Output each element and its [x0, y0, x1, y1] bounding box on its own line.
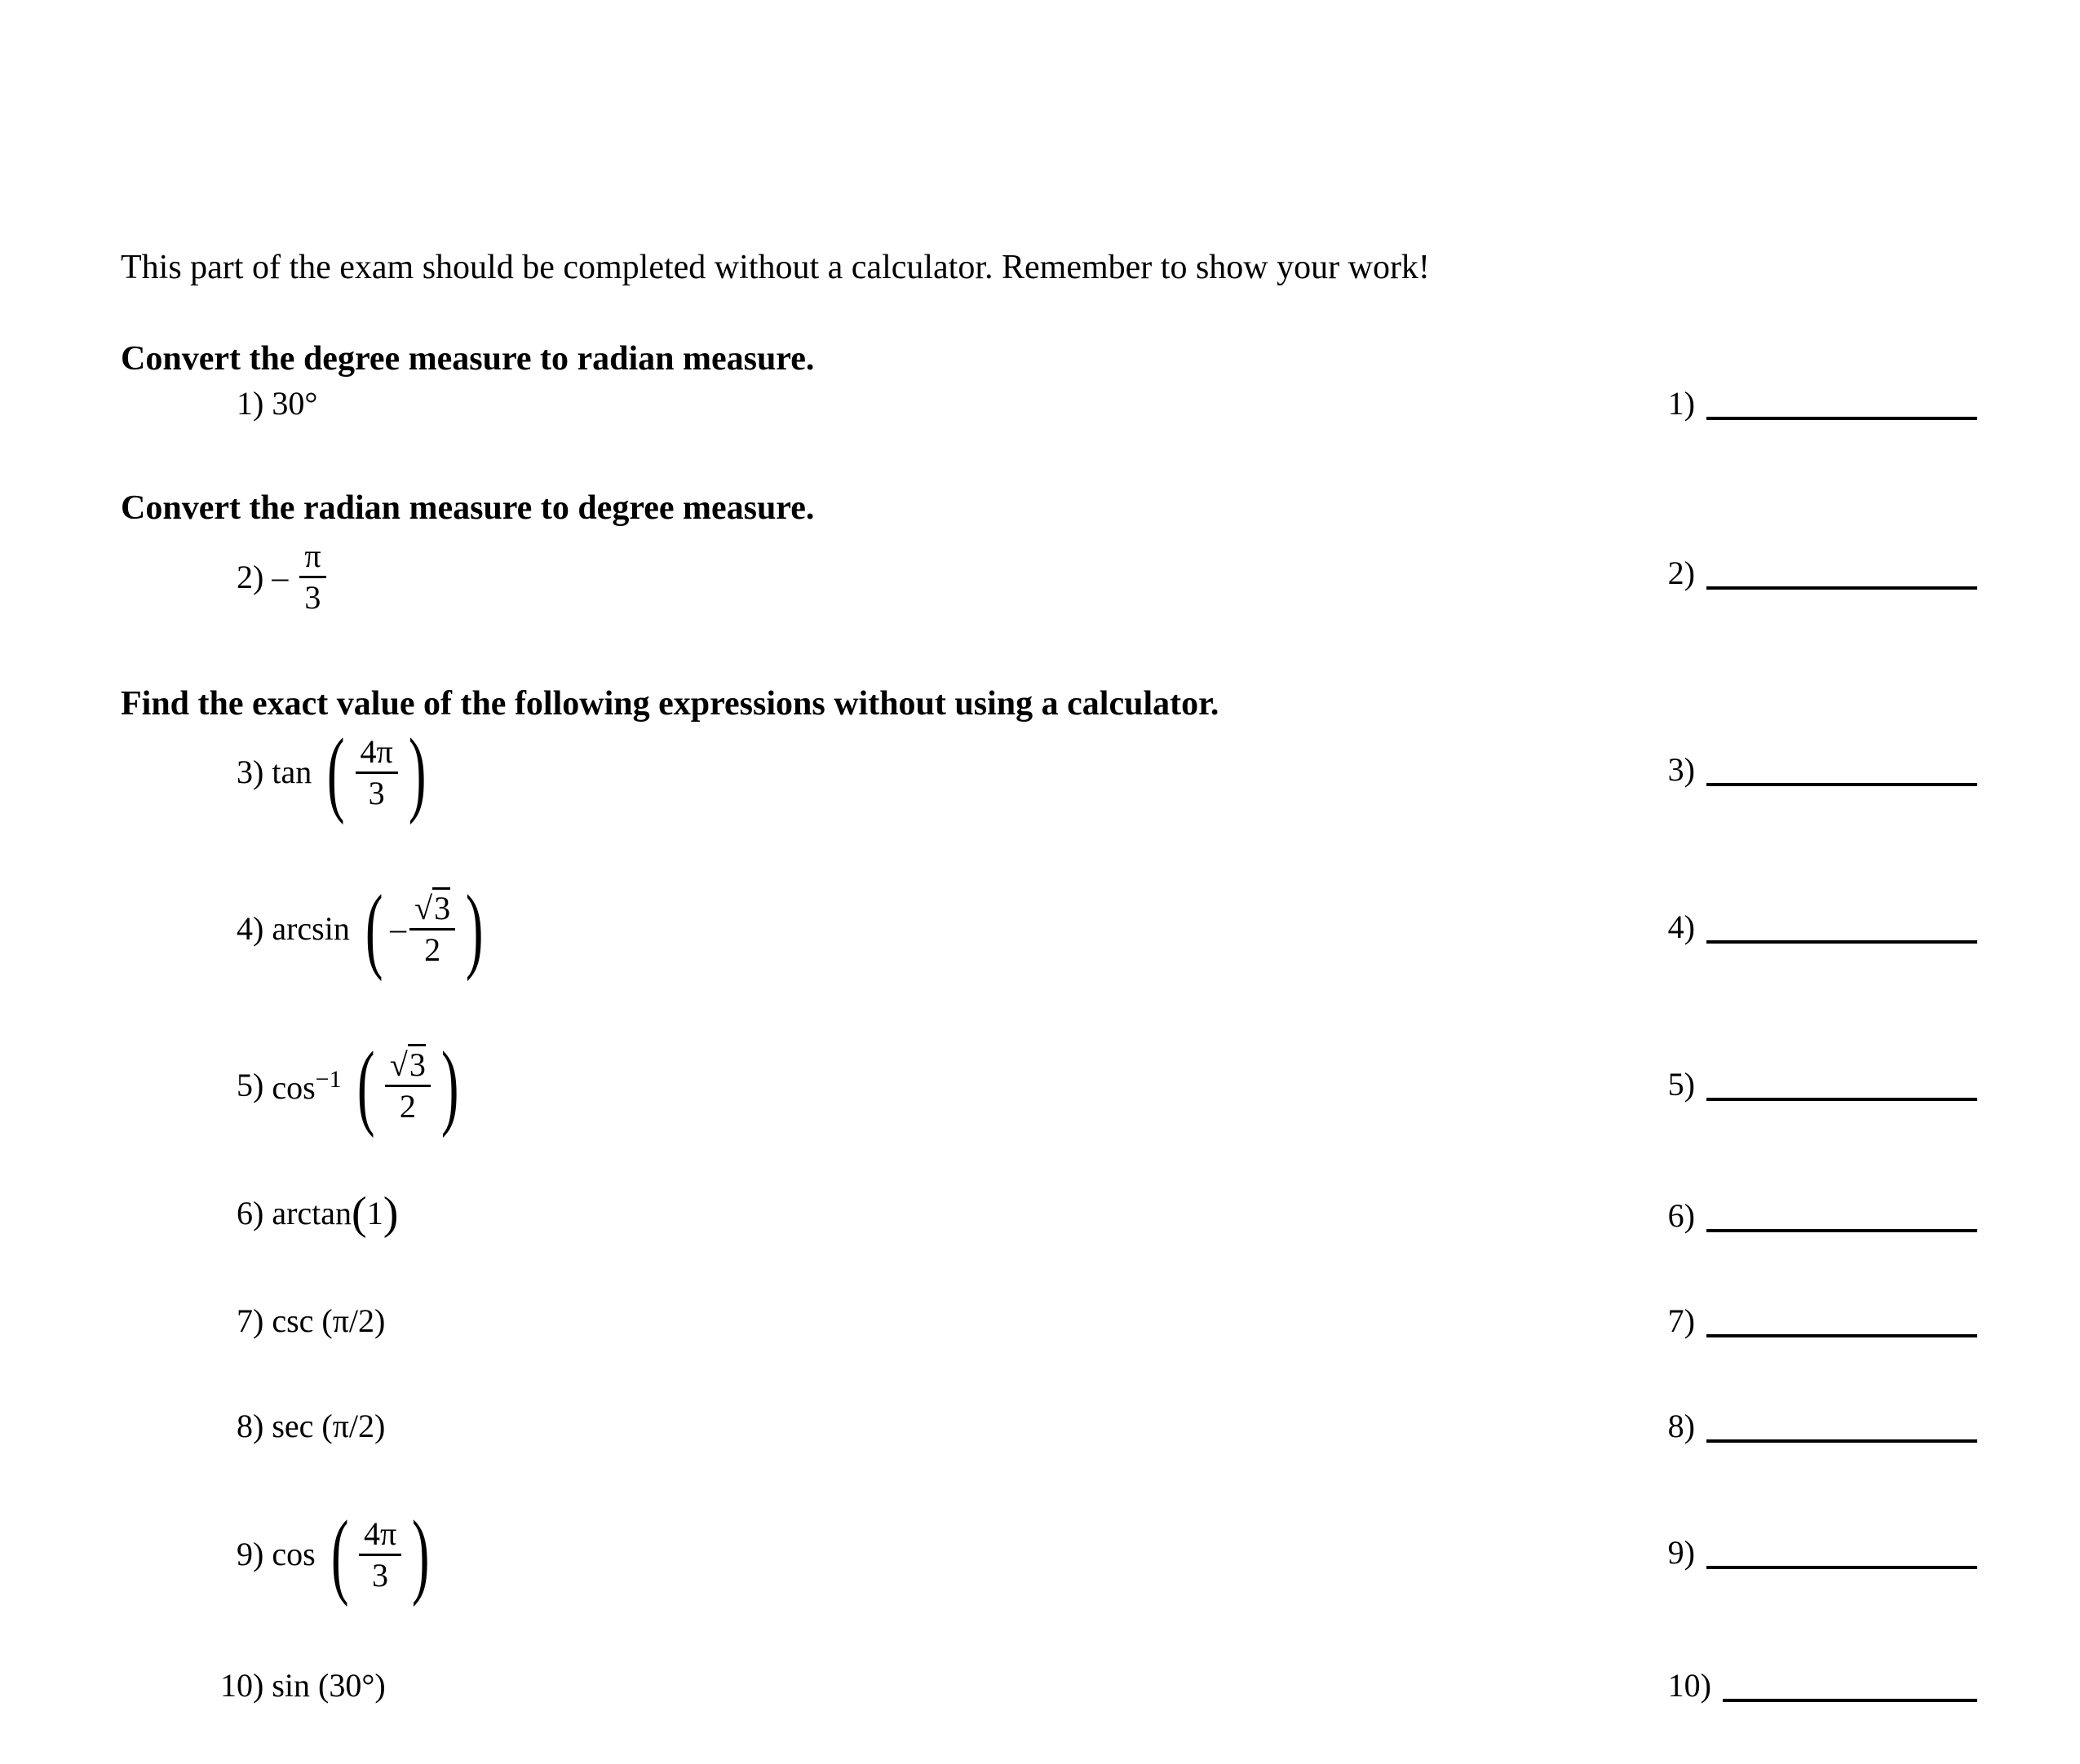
- square-root: [390, 1047, 426, 1083]
- question-expression: 30°: [272, 385, 318, 422]
- radical-sign: √: [414, 889, 433, 926]
- section-heading-radian-to-degree: Convert the radian measure to degree measure.: [121, 489, 815, 527]
- right-paren: ): [408, 718, 427, 825]
- fraction-numerator: [385, 1047, 431, 1087]
- question-3: [237, 718, 433, 825]
- question-number: 7): [237, 1302, 264, 1339]
- right-paren: ): [383, 1188, 399, 1239]
- answer-blank-5[interactable]: [1706, 1098, 1977, 1101]
- fraction-denominator: 3: [304, 579, 321, 616]
- answer-blank-9[interactable]: [1706, 1566, 1977, 1569]
- fraction: [409, 891, 455, 968]
- question-10: [220, 1669, 386, 1702]
- left-paren: (: [352, 1188, 367, 1239]
- question-2: [237, 538, 330, 616]
- minus-sign: –: [390, 910, 407, 947]
- fraction-denominator: 3: [368, 774, 385, 811]
- fraction-numerator: π: [299, 538, 325, 578]
- answer-blank-7[interactable]: [1706, 1334, 1977, 1337]
- fraction: [356, 734, 398, 811]
- function-name: tan: [272, 754, 312, 790]
- argument: 1: [366, 1195, 383, 1231]
- function-name: arctan: [272, 1195, 352, 1231]
- question-1: [237, 387, 317, 420]
- answer-blank-3[interactable]: [1706, 783, 1977, 786]
- answer-blank-8[interactable]: [1706, 1439, 1977, 1443]
- fraction-numerator: [409, 891, 455, 931]
- answer-blank-10[interactable]: [1723, 1699, 1977, 1702]
- answer-label: 5): [1667, 1066, 1695, 1103]
- right-paren: ): [440, 1032, 459, 1138]
- question-number: 1): [237, 385, 264, 422]
- section-heading-exact-values: Find the exact value of the following expressions without using a calculator.: [121, 685, 1219, 723]
- answer-label: 7): [1667, 1302, 1695, 1339]
- fraction-denominator: 3: [372, 1556, 389, 1594]
- fraction-numerator: 4π: [359, 1516, 401, 1556]
- right-paren: ): [411, 1501, 430, 1607]
- question-expression: sec (π/2): [272, 1408, 386, 1444]
- instructions: This part of the exam should be completed without a calculator. Remember to show your work!: [121, 249, 1430, 286]
- answer-label: 2): [1667, 555, 1695, 591]
- left-paren: (: [330, 1501, 349, 1607]
- question-5: [237, 1032, 466, 1138]
- answer-label: 6): [1667, 1197, 1695, 1234]
- answer-label: 4): [1667, 909, 1695, 945]
- fraction: [385, 1047, 431, 1125]
- question-6: [237, 1188, 399, 1239]
- square-root: [414, 891, 450, 926]
- fraction-denominator: 2: [424, 931, 441, 968]
- radical-sign: √: [389, 1046, 408, 1083]
- radicand: 3: [432, 887, 450, 926]
- fraction: [299, 538, 325, 616]
- answer-blank-4[interactable]: [1706, 940, 1977, 944]
- minus-sign: –: [272, 558, 289, 595]
- answer-blank-6[interactable]: [1706, 1229, 1977, 1232]
- answer-blank-2[interactable]: [1706, 586, 1977, 590]
- question-number: 3): [237, 754, 264, 790]
- question-7: [237, 1302, 386, 1339]
- radicand: 3: [408, 1044, 426, 1083]
- function-name: cos: [272, 1536, 316, 1572]
- question-9: [237, 1501, 436, 1607]
- question-number: 10): [220, 1667, 264, 1704]
- question-number: 5): [237, 1067, 264, 1103]
- question-4: [237, 875, 490, 982]
- left-paren: (: [365, 875, 383, 982]
- question-number: 8): [237, 1408, 264, 1444]
- section-heading-degree-to-radian: Convert the degree measure to radian measure.: [121, 340, 815, 378]
- question-number: 4): [237, 910, 264, 947]
- right-paren: ): [465, 875, 484, 982]
- question-expression: sin (30°): [272, 1667, 386, 1704]
- answer-label: 10): [1667, 1667, 1711, 1704]
- answer-label: 1): [1667, 385, 1695, 422]
- left-paren: (: [327, 718, 345, 825]
- question-number: 9): [237, 1536, 264, 1572]
- fraction: [359, 1516, 401, 1594]
- function-name: arcsin: [272, 910, 350, 947]
- left-paren: (: [356, 1032, 375, 1138]
- question-8: [237, 1410, 385, 1443]
- fraction-numerator: 4π: [356, 734, 398, 774]
- fraction-denominator: 2: [399, 1087, 416, 1125]
- function-name: $\cos^{-1}$: [272, 1065, 342, 1106]
- answer-blank-1[interactable]: [1706, 417, 1977, 420]
- answer-label: 3): [1667, 751, 1695, 788]
- answer-label: 9): [1667, 1534, 1695, 1571]
- answer-label: 8): [1667, 1408, 1695, 1444]
- question-number: 6): [237, 1195, 264, 1231]
- question-number: 2): [237, 558, 264, 595]
- question-expression: csc (π/2): [272, 1302, 386, 1339]
- exponent: −1: [315, 1065, 342, 1093]
